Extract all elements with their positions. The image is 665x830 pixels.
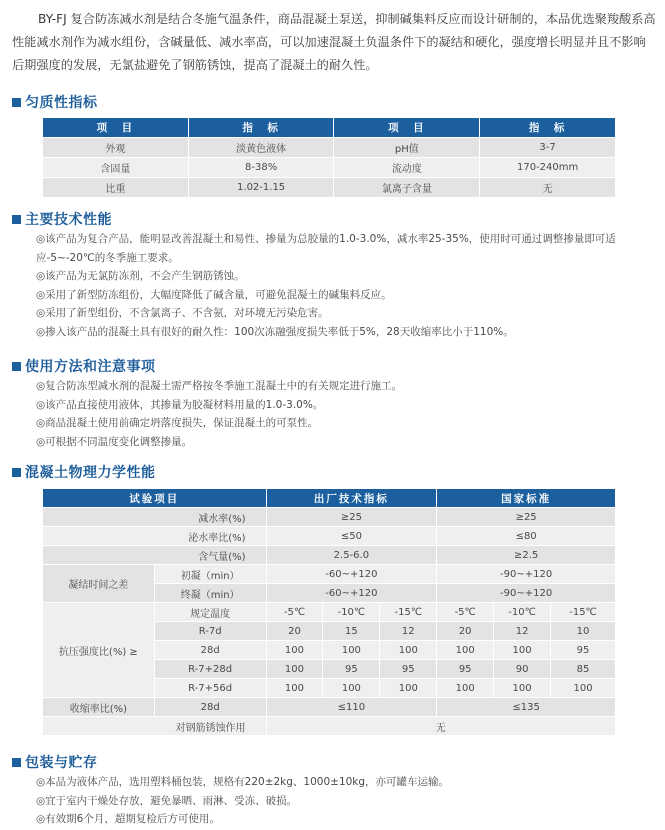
section-title: 使用方法和注意事项	[25, 359, 156, 375]
table-row	[43, 546, 616, 565]
table-cell: 90	[494, 660, 551, 679]
table-cell: -60~+120	[266, 584, 437, 603]
table-row	[43, 565, 616, 584]
table-cell: 100	[380, 641, 437, 660]
table-cell: ≤135	[437, 698, 616, 717]
list-item: ◎复合防冻型减水剂的混凝土需严格按冬季施工混凝土中的有关规定进行施工。	[36, 380, 403, 392]
table-row	[43, 178, 616, 198]
table-cell: R-7+56d	[154, 679, 266, 698]
list-item: ◎该产品为复合产品，能明显改善混凝土和易性、掺量为总胶量的1.0-3.0%，减水率25-35%，使用时可通过调整掺量即可适应-5~-20℃的冬季施工要求。	[36, 233, 616, 264]
table-cell: 100	[266, 641, 323, 660]
list-item: ◎有效期6个月，超期复检后方可使用。	[36, 813, 220, 825]
table-cell: 100	[437, 679, 494, 698]
section-title: 混凝土物理力学性能	[25, 465, 156, 481]
table-cell: 收缩率比(%)	[43, 698, 155, 717]
table-cell: 无	[266, 717, 615, 736]
table-cell: ≥25	[437, 508, 616, 527]
table-cell: 100	[266, 679, 323, 698]
table-cell: -90~+120	[437, 565, 616, 584]
list-item: ◎宜于室内干燥处存放，避免暴晒、雨淋、受冻、破损。	[36, 794, 298, 807]
table-cell: 淡黄色液体	[188, 138, 334, 158]
table-cell: ≥25	[266, 508, 437, 527]
table-header: 指 标	[188, 118, 334, 138]
table-cell: 凝结时间之差	[43, 565, 155, 603]
table-cell: ≥2.5	[437, 546, 616, 565]
table-row	[43, 138, 616, 158]
table-header: 项 目	[43, 118, 189, 138]
list-item: ◎本品为液体产品，选用塑料桶包装，规格有220±2kg、1000±10kg，亦可罐车运输。	[36, 776, 450, 788]
list-item: ◎该产品为无氯防冻剂，不会产生钢筋锈蚀。	[36, 270, 245, 282]
uniformity-table	[42, 117, 616, 198]
table-cell: -90~+120	[437, 584, 616, 603]
table-cell: 95	[380, 660, 437, 679]
table-cell: -10℃	[494, 603, 551, 622]
packaging-list	[12, 773, 657, 829]
table-cell: 95	[323, 660, 380, 679]
table-row	[43, 158, 616, 178]
table-cell: 95	[437, 660, 494, 679]
table-cell: 100	[323, 679, 380, 698]
table-cell: -15℃	[380, 603, 437, 622]
table-cell: 100	[437, 641, 494, 660]
table-cell: 28d	[154, 698, 266, 717]
table-cell: 15	[323, 622, 380, 641]
list-item: ◎该产品直接使用液体，其掺量为胶凝材料用量的1.0-3.0%。	[36, 398, 324, 411]
table-cell: 12	[380, 622, 437, 641]
list-item: ◎商品混凝土使用前确定坍落度损失，保证混凝土的可泵性。	[36, 417, 319, 429]
table-cell: 28d	[154, 641, 266, 660]
table-cell: ≤110	[266, 698, 437, 717]
table-cell: 初凝（min）	[154, 565, 266, 584]
table-cell: 100	[551, 679, 616, 698]
section-title: 匀质性指标	[25, 95, 98, 111]
table-cell: 100	[380, 679, 437, 698]
table-cell: 减水率(%)	[43, 508, 267, 527]
list-item: ◎可根据不同温度变化调整掺量。	[36, 435, 193, 448]
table-cell: 流动度	[334, 158, 480, 178]
table-cell: 20	[266, 622, 323, 641]
table-header: 指 标	[480, 118, 616, 138]
table-cell: 含气量(%)	[43, 546, 267, 565]
table-cell: 10	[551, 622, 616, 641]
table-cell: 终凝（min）	[154, 584, 266, 603]
section-bullet-icon	[12, 98, 21, 107]
table-header: 出厂技术指标	[266, 489, 437, 508]
table-cell: 3-7	[480, 138, 616, 158]
table-cell: 170-240mm	[480, 158, 616, 178]
table-cell: 抗压强度比(%) ≥	[43, 603, 155, 698]
mechanics-table	[42, 488, 616, 736]
table-cell: 100	[266, 660, 323, 679]
section-title: 包装与贮存	[25, 755, 98, 771]
table-row	[43, 508, 616, 527]
table-cell: 1.02-1.15	[188, 178, 334, 198]
table-cell: 泌水率比(%)	[43, 527, 267, 546]
table-cell: R-7+28d	[154, 660, 266, 679]
table-cell: R-7d	[154, 622, 266, 641]
table-cell: 外观	[43, 138, 189, 158]
section-heading-uniformity	[12, 92, 98, 112]
table-row	[43, 698, 616, 717]
table-cell: 规定温度	[154, 603, 266, 622]
table-header: 试验项目	[43, 489, 267, 508]
table-row	[43, 717, 616, 736]
table-row	[43, 527, 616, 546]
table-header: 国家标准	[437, 489, 616, 508]
section-heading-mechanics	[12, 462, 156, 482]
table-cell: ≤80	[437, 527, 616, 546]
table-cell: 95	[551, 641, 616, 660]
section-bullet-icon	[12, 468, 21, 477]
section-bullet-icon	[12, 362, 21, 371]
table-cell: 85	[551, 660, 616, 679]
table-cell: -15℃	[551, 603, 616, 622]
section-heading-performance	[12, 209, 112, 229]
table-cell: 氯离子含量	[334, 178, 480, 198]
table-cell: -5℃	[266, 603, 323, 622]
table-row	[43, 603, 616, 622]
table-cell: ≤50	[266, 527, 437, 546]
performance-list	[12, 230, 657, 341]
table-cell: 含固量	[43, 158, 189, 178]
table-cell: 100	[494, 641, 551, 660]
table-cell: 12	[494, 622, 551, 641]
table-header: 项 目	[334, 118, 480, 138]
section-title: 主要技术性能	[25, 212, 112, 228]
usage-list	[12, 377, 657, 451]
table-cell: 100	[323, 641, 380, 660]
table-cell: pH值	[334, 138, 480, 158]
section-heading-usage	[12, 356, 156, 376]
table-cell: 100	[494, 679, 551, 698]
table-cell: 无	[480, 178, 616, 198]
table-cell: 比重	[43, 178, 189, 198]
list-item: ◎采用了新型防冻组份，大幅度降低了碱含量，可避免混凝土的碱集料反应。	[36, 288, 392, 301]
section-bullet-icon	[12, 215, 21, 224]
list-item: ◎采用了新型组份，不含氯离子、不含氨，对环境无污染危害。	[36, 307, 329, 319]
section-bullet-icon	[12, 758, 21, 767]
table-cell: 2.5-6.0	[266, 546, 437, 565]
table-cell: -10℃	[323, 603, 380, 622]
list-item: ◎掺入该产品的混凝土具有很好的耐久性：100次冻融强度损失率低于5%，28天收缩率比小于110%。	[36, 325, 514, 338]
table-cell: 对钢筋锈蚀作用	[43, 717, 267, 736]
section-heading-packaging	[12, 752, 98, 772]
intro-paragraph: BY-FJ 复合防冻减水剂是结合冬施气温条件，商品混凝土泵送，抑制碱集料反应而设计研制的，本品优选聚羧酸系高性能减水剂作为减水组份，含碱量低、减水率高，可以加速混凝土负温条件下的凝结和硬化，强度增长明显并且不影响后期强度的发展，无氯盐避免了钢筋锈蚀，提高了混凝土的耐久性。	[12, 12, 656, 72]
table-cell: -5℃	[437, 603, 494, 622]
table-cell: -60~+120	[266, 565, 437, 584]
table-cell: 8-38%	[188, 158, 334, 178]
table-cell: 20	[437, 622, 494, 641]
